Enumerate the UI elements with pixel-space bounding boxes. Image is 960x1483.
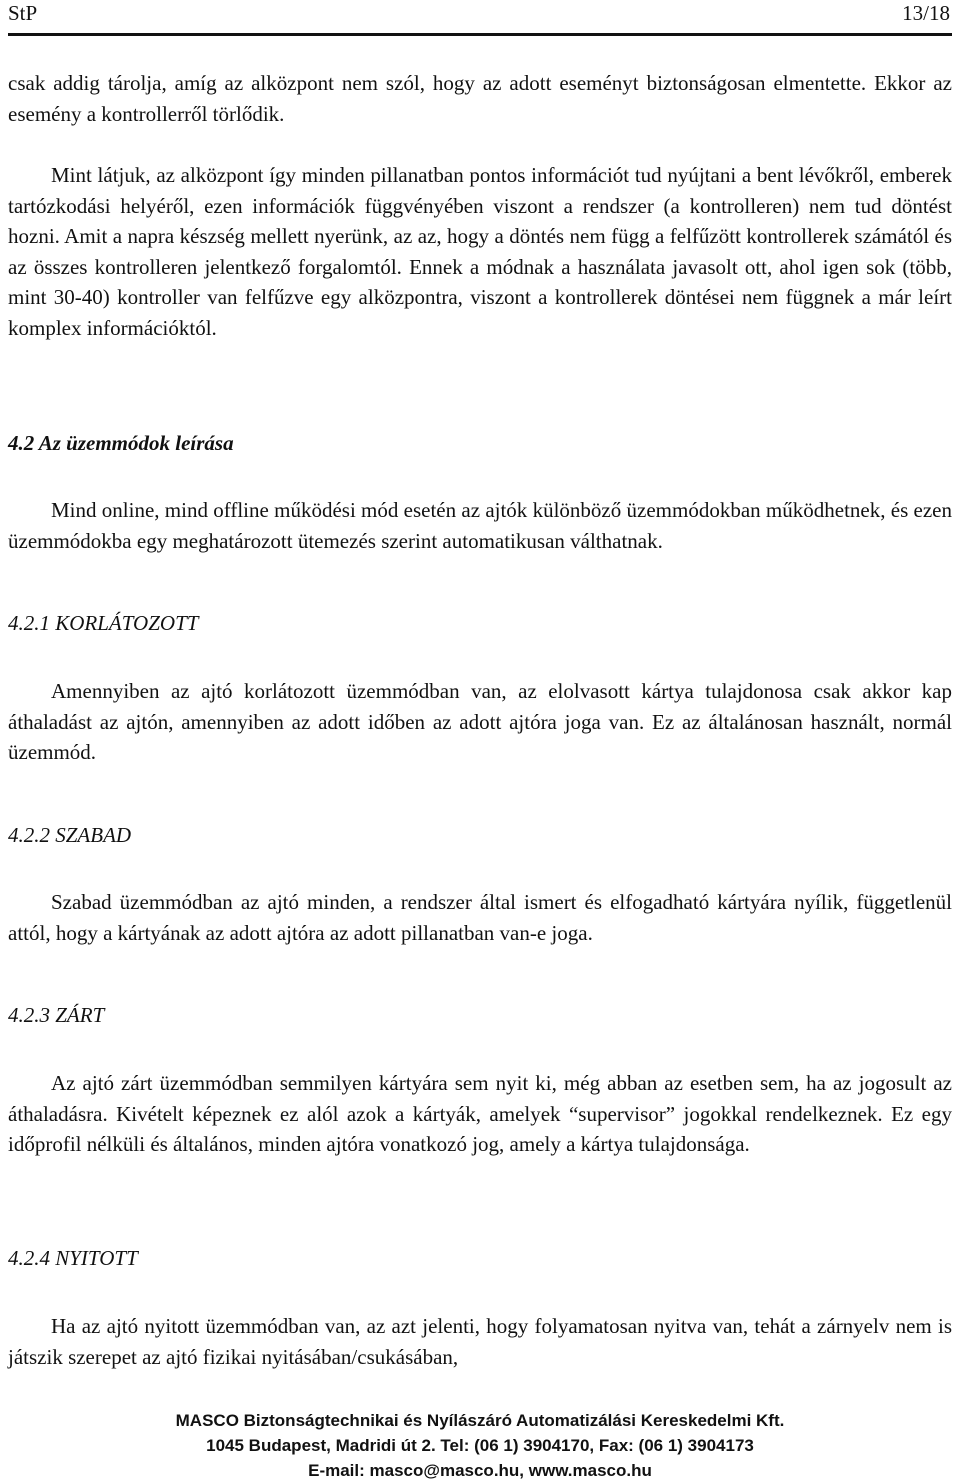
- header-doc-label: StP: [8, 1, 38, 25]
- section-heading-4-2: 4.2 Az üzemmódok leírása: [8, 431, 234, 455]
- paragraph-7: Ha az ajtó nyitott üzemmódban van, az azt jelenti, hogy folyamatosan nyitva van, tehát a zárnyelv nem is játszik szerepet az ajtó fizikai nyitásában/csukásában,: [8, 1314, 952, 1369]
- section-heading-4-2-4: 4.2.4 NYITOTT: [8, 1246, 138, 1270]
- footer-company: MASCO Biztonságtechnikai és Nyílászáró Automatizálási Kereskedelmi Kft.: [175, 1411, 785, 1430]
- section-4-2-4-heading-block: [8, 1243, 952, 1273]
- footer-contact: E-mail: masco@masco.hu, www.masco.hu: [308, 1461, 652, 1480]
- paragraph-1-block: [8, 68, 952, 129]
- paragraph-3: Mind online, mind offline működési mód esetén az ajtók különböző üzemmódokban működhetnek, és ezen üzemmódokba egy meghatározott ütemezés szerint automatikusan válthatnak.: [8, 498, 952, 553]
- page-header: [8, 0, 952, 36]
- paragraph-7-block: [8, 1311, 952, 1372]
- paragraph-6: Az ajtó zárt üzemmódban semmilyen kártyára sem nyit ki, még abban az esetben sem, ha az jogosult az áthaladásra. Kivételt képeznek ez alól azok a kártyák, amelyek “supervisor” jogokkal rendelkeznek. Ez egy időprofil nélküli és általános, minden ajtóra vonatkozó jog, amely a kártya tulajdonsága.: [8, 1071, 952, 1156]
- paragraph-3-block: [8, 495, 952, 556]
- section-heading-4-2-1: 4.2.1 KORLÁTOZOTT: [8, 611, 199, 635]
- section-4-2-1-heading-block: [8, 608, 952, 638]
- paragraph-4: Amennyiben az ajtó korlátozott üzemmódban van, az elolvasott kártya tulajdonosa csak akkor kap áthaladást az ajtón, amennyiben az adott időben az adott ajtóra joga van. Ez az általánosan használt, normál üzemmód.: [8, 679, 952, 764]
- section-4-2-3-heading-block: [8, 1000, 952, 1030]
- paragraph-1: csak addig tárolja, amíg az alközpont nem szól, hogy az adott eseményt biztonságosan elmentette. Ekkor az esemény a kontrollerről törlődik.: [8, 71, 952, 126]
- page-footer: [0, 1408, 960, 1483]
- paragraph-2: Mint látjuk, az alközpont így minden pillanatban pontos információt tud nyújtani a bent lévőkről, emberek tartózkodási helyéről, ezen információk függvényében viszont a rendszer (a kontrolleren) nem tud döntést hozni. Amit a napra készség mellett nyerünk, az az, hogy a döntés nem függ a felfűzött kontrollerek számától és az összes kontrolleren jelentkező forgalomtól. Ennek a módnak a használata javasolt ott, ahol igen sok (több, mint 30-40) kontroller van felfűzve egy alközpontra, viszont a kontrollerek döntései nem függnek a már leírt komplex információktól.: [8, 163, 952, 340]
- section-heading-4-2-2: 4.2.2 SZABAD: [8, 823, 132, 847]
- section-4-2-heading-block: [8, 428, 952, 458]
- header-rule: [8, 33, 952, 36]
- section-4-2-2-heading-block: [8, 820, 952, 850]
- paragraph-5-block: [8, 887, 952, 948]
- paragraph-2-block: [8, 160, 952, 343]
- footer-address: 1045 Budapest, Madridi út 2. Tel: (06 1) 3904170, Fax: (06 1) 3904173: [206, 1436, 754, 1455]
- section-heading-4-2-3: 4.2.3 ZÁRT: [8, 1003, 105, 1027]
- page-number: 13/18: [902, 1, 950, 25]
- paragraph-4-block: [8, 676, 952, 768]
- paragraph-5: Szabad üzemmódban az ajtó minden, a rendszer által ismert és elfogadható kártyára nyílik, függetlenül attól, hogy a kártyának az adott ajtóra az adott pillanatban van-e joga.: [8, 890, 952, 945]
- paragraph-6-block: [8, 1068, 952, 1160]
